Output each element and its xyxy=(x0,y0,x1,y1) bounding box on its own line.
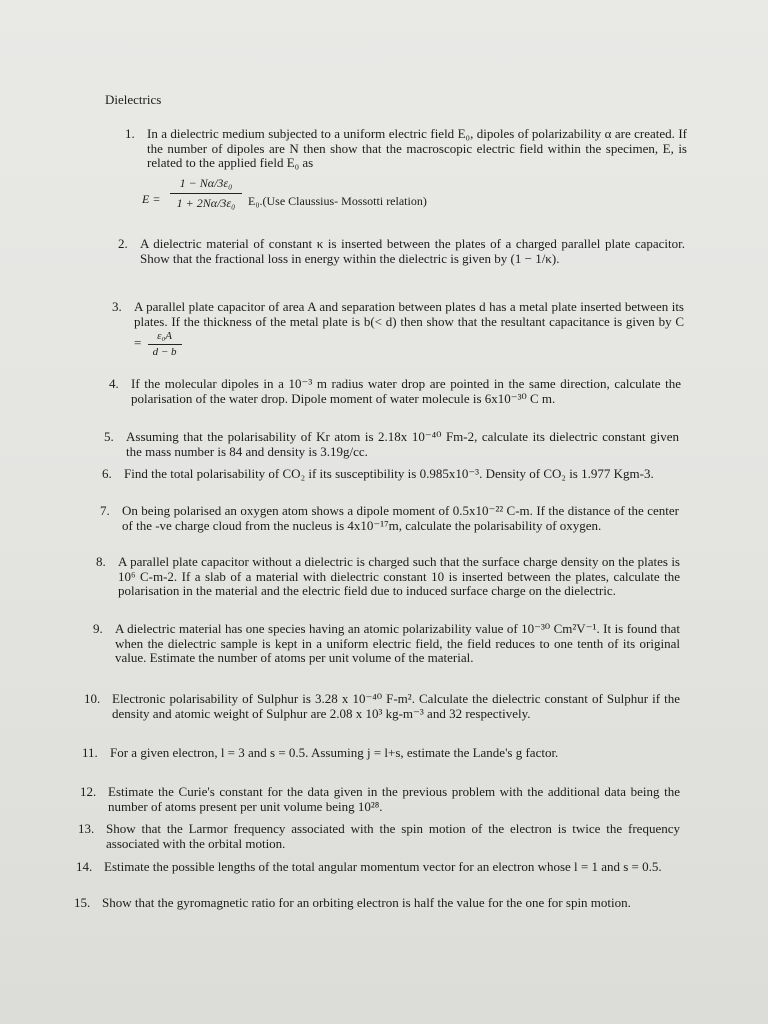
capacitance-formula xyxy=(148,329,182,359)
equation-numerator: 1 − Nα/3ε₀ xyxy=(179,176,233,190)
capacitance-denominator: d − b xyxy=(152,345,177,358)
question-text: Show that the Larmor frequency associated with the spin motion of the electron is twice the frequency associated with the orbital motion. xyxy=(106,821,680,851)
question-9 xyxy=(93,621,680,666)
question-14 xyxy=(76,859,680,875)
capacitance-numerator: ε₀A xyxy=(157,330,173,342)
question-text: If the molecular dipoles in a 10⁻³ m radius water drop are pointed in the same direction, calculate the polarisation of the water drop. Dipole moment of water molecule is 6x10⁻³⁰ C m. xyxy=(131,376,681,406)
question-15 xyxy=(74,895,680,911)
question-number: 9. xyxy=(93,621,103,636)
question-6 xyxy=(102,466,679,482)
equation-rhs: E₀.(Use Claussius- Mossotti relation) xyxy=(248,194,427,208)
question-number: 4. xyxy=(109,376,119,391)
question-13 xyxy=(78,821,680,851)
question-text: Show that the gyromagnetic ratio for an orbiting electron is half the value for the one for spin motion. xyxy=(102,895,631,910)
question-number: 8. xyxy=(96,554,106,569)
question-10 xyxy=(84,691,680,721)
question-text: On being polarised an oxygen atom shows a dipole moment of 0.5x10⁻²² C-m. If the distance of the center of the -ve charge cloud from the nucleus is 4x10⁻¹⁷m, calculate the polarisability of oxygen. xyxy=(122,503,679,533)
question-text: Assuming that the polarisability of Kr atom is 2.18x 10⁻⁴⁰ Fm-2, calculate its dielectric constant given the mass number is 84 and density is 3.19g/cc. xyxy=(126,429,679,459)
question-number: 13. xyxy=(78,821,95,836)
question-text: A parallel plate capacitor without a dielectric is charged such that the surface charge density on the plates is 10⁶ C-m-2. If a slab of a material with dielectric constant 10 is inserted between the plates, calculate the polarisation in the material and the electric field due to induced surface charge on the dielectric. xyxy=(118,554,680,598)
question-text: A parallel plate capacitor of area A and separation between plates d has a metal plate inserted between its plates. If the thickness of the metal plate is b(< d) then show that the resultant capacitance is given by C = xyxy=(134,299,684,350)
question-8 xyxy=(96,554,680,599)
question-2 xyxy=(118,236,685,266)
question-text: In a dielectric medium subjected to a uniform electric field E₀, dipoles of polarizability α are created. If the number of dipoles are N then show that the macroscopic electric field within the specimen, E, is related to the applied field E₀ as xyxy=(147,126,687,170)
question-text: Electronic polarisability of Sulphur is 3.28 x 10⁻⁴⁰ F-m². Calculate the dielectric constant of Sulphur if the density and atomic weight of Sulphur are 2.08 x 10³ kg-m⁻³ and 32 respectively. xyxy=(112,691,680,721)
question-text: Find the total polarisability of CO₂ if its susceptibility is 0.985x10⁻³. Density of CO₂ is 1.977 Kgm-3. xyxy=(124,466,654,481)
question-11 xyxy=(82,745,680,761)
equation-denominator: 1 + 2Nα/3ε₀ xyxy=(176,196,236,210)
question-number: 6. xyxy=(102,466,112,481)
question-number: 2. xyxy=(118,236,128,251)
question-number: 14. xyxy=(76,859,93,874)
question-number: 10. xyxy=(84,691,101,706)
question-1 xyxy=(125,126,687,171)
question-12 xyxy=(80,784,680,814)
question-number: 5. xyxy=(104,429,114,444)
question-7 xyxy=(100,503,679,533)
question-number: 15. xyxy=(74,895,91,910)
claussius-mossotti-equation xyxy=(142,176,502,222)
question-number: 7. xyxy=(100,503,110,518)
fraction-bar xyxy=(170,193,242,194)
question-number: 11. xyxy=(82,745,98,760)
question-3 xyxy=(112,299,684,359)
question-5 xyxy=(104,429,679,459)
question-text: Estimate the Curie's constant for the data given in the previous problem with the additional data being the number of atoms present per unit volume being 10²⁸. xyxy=(108,784,680,814)
page-heading: Dielectrics xyxy=(105,92,162,107)
equation-fraction xyxy=(170,176,242,211)
question-4 xyxy=(109,376,681,406)
question-number: 12. xyxy=(80,784,97,799)
question-number: 1. xyxy=(125,126,135,141)
question-text: A dielectric material has one species having an atomic polarizability value of 10⁻³⁰ Cm²V⁻¹. It is found that when the dielectric sample is kept in a uniform electric field, the field reduces to one tenth of its original value. Estimate the number of atoms per unit volume of the material. xyxy=(115,621,680,665)
question-text: Estimate the possible lengths of the total angular momentum vector for an electron whose l = 1 and s = 0.5. xyxy=(104,859,662,874)
question-text: A dielectric material of constant κ is inserted between the plates of a charged parallel plate capacitor. Show that the fractional loss in energy within the dielectric is given by (1 − 1/κ). xyxy=(140,236,685,266)
question-text: For a given electron, l = 3 and s = 0.5. Assuming j = l+s, estimate the Lande's g factor. xyxy=(110,745,559,760)
equation-lhs: E = xyxy=(142,192,161,206)
question-number: 3. xyxy=(112,299,122,314)
